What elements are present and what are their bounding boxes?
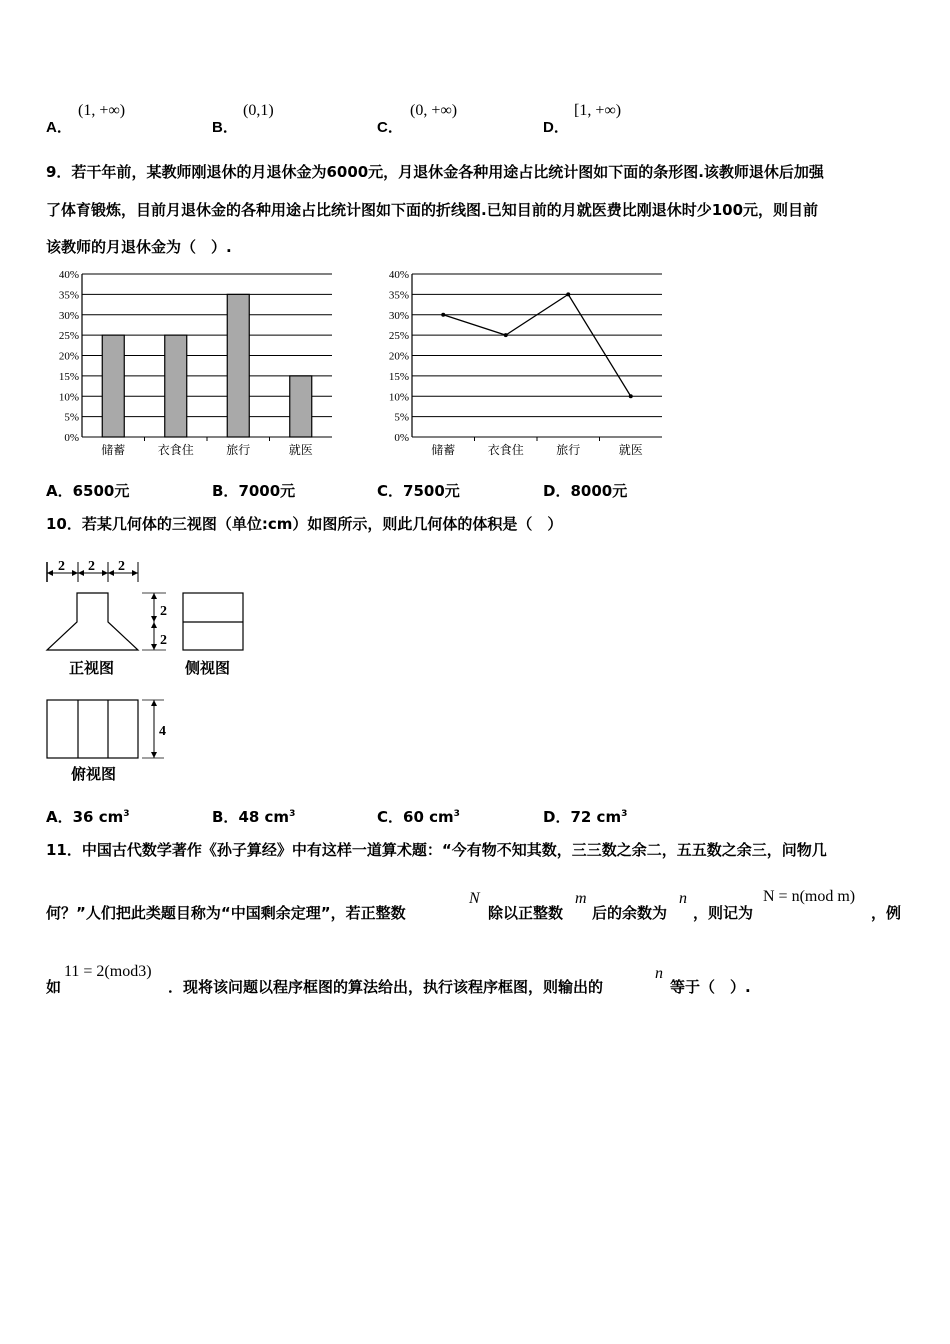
y-tick-label: 35% (58, 289, 79, 302)
x-tick-label: 储蓄 (101, 443, 126, 457)
q11-var-n: n (679, 890, 687, 907)
x-tick-label: 衣食住 (487, 443, 524, 457)
y-tick-label: 10% (58, 391, 79, 404)
q11-l2-text-b: 除以正整数 (488, 904, 564, 922)
q8-option-b-value: (0,1) (243, 102, 274, 119)
q9-option-b-letter: B． (212, 482, 239, 500)
q10-option-b-letter: B． (212, 808, 239, 826)
q9-option-d-value: 8000元 (570, 482, 628, 500)
y-tick-label: 0% (64, 432, 79, 444)
q10-option-b-value: 48 cm (238, 808, 290, 826)
y-tick-label: 15% (58, 370, 79, 383)
q9-option-c-value: 7500元 (403, 482, 460, 500)
series-line (443, 294, 631, 396)
q9-option-b-value: 7000元 (238, 482, 296, 500)
q8-option-b-letter: B． (212, 119, 238, 136)
q10-option-c (377, 806, 460, 827)
q11-formula: N = n(mod m) (763, 888, 856, 905)
bar (165, 335, 187, 437)
q8-option-c-letter: C． (377, 119, 403, 136)
y-tick-label: 40% (58, 269, 79, 281)
bar-chart (40, 262, 340, 462)
q10-option-a-sup: 3 (123, 809, 130, 819)
q11-l2-text-e: ，例 (871, 904, 902, 922)
q11-l2-text-d: ，则记为 (693, 904, 754, 922)
q9-option-a-value: 6500元 (72, 482, 130, 500)
q8-option-a-letter: A． (46, 119, 72, 136)
y-tick-label: 10% (388, 391, 409, 404)
q9-option-a-letter: A． (46, 482, 73, 500)
q8-option-c-value: (0, +∞) (410, 102, 458, 119)
q11-var-n-2: n (655, 965, 663, 982)
dim-top-3: 2 (118, 559, 125, 574)
dim-top-1: 2 (58, 559, 65, 574)
q11-line-1: 11．中国古代数学著作《孙子算经》中有这样一道算术题：“今有物不知其数，三三数之余二，五五数之余三，问物几 (46, 841, 827, 859)
q11-l2-text-c: 后的余数为 (592, 904, 668, 922)
q9-line-3: 该教师的月退休金为（ ）. (46, 238, 232, 256)
front-view-shape (47, 593, 138, 650)
y-tick-label: 5% (64, 411, 79, 424)
q8-option-d-value: [1, +∞) (574, 102, 622, 119)
q8-option-a-value: (1, +∞) (78, 102, 126, 119)
dim-side-1: 2 (160, 604, 167, 619)
plan-view-shape (47, 700, 138, 758)
bar (227, 294, 249, 437)
q9-option-d (543, 480, 627, 501)
q10-option-d-letter: D． (543, 808, 571, 826)
line-chart (380, 262, 670, 462)
y-tick-label: 30% (388, 309, 409, 322)
q11-l2-text-a: 何？”人们把此类题目称为“中国剩余定理”，若正整数 (46, 904, 406, 922)
y-tick-label: 40% (388, 269, 409, 281)
q9-option-b (212, 480, 295, 501)
y-tick-label: 20% (388, 350, 409, 363)
q10-option-a-value: 36 cm (72, 808, 124, 826)
q10-option-a (46, 806, 130, 827)
q11-example: 11 = 2(mod3) (64, 963, 152, 980)
q10-option-b (212, 806, 295, 827)
side-view-label: 侧视图 (185, 659, 231, 677)
q10-text: 10．若某几何体的三视图（单位:cm）如图所示，则此几何体的体积是（ ） (46, 515, 563, 533)
x-tick-label: 衣食住 (157, 443, 194, 457)
q10-option-c-letter: C． (377, 808, 404, 826)
q11-l3-text-a: 如 (46, 978, 62, 996)
data-point (566, 292, 570, 296)
x-tick-label: 旅行 (226, 443, 251, 457)
q10-option-d (543, 806, 627, 827)
y-tick-label: 30% (58, 309, 79, 322)
q10-option-b-sup: 3 (289, 809, 296, 819)
dim-side-2: 2 (160, 633, 167, 648)
q10-option-c-sup: 3 (453, 809, 460, 819)
q9-option-d-letter: D． (543, 482, 571, 500)
q9-line-1: 9．若干年前，某教师刚退休的月退休金为6000元，月退休金各种用途占比统计图如下面的条形图.该教师退休后加强 (46, 163, 824, 181)
bar (290, 376, 312, 437)
x-tick-label: 储蓄 (431, 443, 456, 457)
q10-option-d-value: 72 cm (570, 808, 622, 826)
y-tick-label: 25% (58, 330, 79, 343)
y-tick-label: 35% (388, 289, 409, 302)
q11-l3-text-c: 等于（ ）. (670, 978, 751, 996)
q9-line-2: 了体育锻炼，目前月退休金的各种用途占比统计图如下面的折线图.已知目前的月就医费比刚退休时少100元，则目前 (46, 201, 819, 219)
plan-view-label: 俯视图 (71, 765, 117, 783)
dim-plan: 4 (159, 724, 166, 739)
q10-option-d-sup: 3 (621, 809, 628, 819)
q9-option-c-letter: C． (377, 482, 404, 500)
q11-l3-text-b: ．现将该问题以程序框图的算法给出，执行该程序框图，则输出的 (168, 978, 604, 996)
data-point (441, 313, 445, 317)
y-tick-label: 0% (394, 432, 409, 444)
q11-var-N: N (469, 890, 480, 907)
data-point (504, 333, 508, 337)
q10-option-c-value: 60 cm (403, 808, 454, 826)
dim-top-2: 2 (88, 559, 95, 574)
q9-option-c (377, 480, 460, 501)
q8-option-d-letter: D． (543, 119, 569, 136)
q9-option-a (46, 480, 129, 501)
y-tick-label: 20% (58, 350, 79, 363)
x-tick-label: 就医 (288, 443, 313, 457)
bar (102, 335, 124, 437)
q10-option-a-letter: A． (46, 808, 73, 826)
y-tick-label: 5% (394, 411, 409, 424)
y-tick-label: 15% (388, 370, 409, 383)
y-tick-label: 25% (388, 330, 409, 343)
q11-var-m: m (575, 890, 587, 907)
data-point (629, 394, 633, 398)
x-tick-label: 就医 (618, 443, 643, 457)
x-tick-label: 旅行 (556, 443, 581, 457)
front-view-label: 正视图 (69, 659, 115, 677)
